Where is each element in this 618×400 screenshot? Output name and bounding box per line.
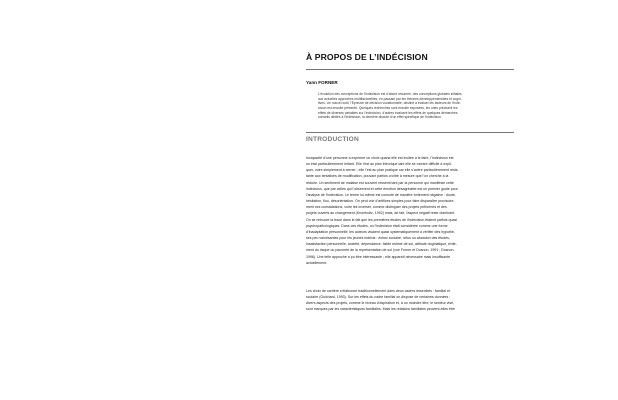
- paragraph-line: psychopathologiques. Dans ces études, où l’indécision était considérée comme une forme: [306, 223, 448, 228]
- paragraph-line: ment ces constatations, voire les inverser, comme distinguer des projets préformés et des: [306, 205, 447, 210]
- paragraph-line: indécision, que par celles qui l’observent et cette émotion désagréable est un premier guide pour: [306, 186, 458, 191]
- paragraph-line: scolaire (Guichard, 1993). Sur les effets du cadre familial on dispose de certaines données :: [306, 295, 451, 300]
- article-author: Yann FORNER: [306, 80, 338, 85]
- title-divider: [306, 69, 514, 70]
- paragraph-line: ses peu valorisantes pour les jeunes indécis : échec scolaire, refus ou abandon des études,: [306, 236, 450, 241]
- paragraph-line: d’inadaptation personnelle, les auteurs visaient quasi systématiquement à vérifier des hypothè-: [306, 229, 456, 234]
- paragraph-line: hésitation, flou, désorientation. On peut voir d’artifices simples pour faire disparaître provisoire-: [306, 199, 455, 204]
- section-heading-introduction: INTRODUCTION: [306, 136, 359, 143]
- paragraph-line: 1996). Une telle approche a pu être intéressante ; elle apparaît nécessaire mais insuffisante: [306, 254, 451, 259]
- paragraph-line: tante aux tentatives de modification, pouvant parfois croître à mesure que l’on cherche à la: [306, 174, 449, 179]
- paragraph-line: divers aspects des projets, comme le niveau d’aspiration et, à un moindre titre, le secteur visé,: [306, 301, 455, 306]
- paragraph-line: Incapacité d’une personne à exprimer un choix quand elle est incitée à le faire, l’indécision est: [306, 156, 454, 160]
- paragraph-line: actuellement.: [306, 260, 328, 265]
- abstract-line: cision est ensuite présenté. Quelques recherches sont ensuite exposées, les unes précisent les: [318, 105, 458, 110]
- abstract-line: aux actuelles approches multifactorielles, en passant par les théories développementales et cogni-: [318, 96, 462, 101]
- abstract-line: effets de diverses variables sur l’indécision, d’autres évaluent les effets de quelques démarches: [318, 110, 458, 115]
- abstract-line: conseils dédiés à l’indécision, la dernière discute d’un effet spécifique de l’indécision.: [318, 115, 442, 120]
- paragraph-line: quer, voire simplement à cerner ; elle l’est au plan pratique car elle s’avère particulièrement résis-: [306, 168, 459, 173]
- abstract-line: L’évolution des conceptions de l’indécision est d’abord résumée, des conceptions globales initiales: [318, 92, 462, 96]
- paragraph-2: [306, 288, 515, 313]
- paragraph-line: ment du risque ou pauvreté de la représentation de soi (voir Forner et Dosnon, 1991 ; Dosnon,: [306, 248, 455, 253]
- paragraph-line: projets ouverts au changement (Krumboltz, 1992) mais, de fait, l’aspect négatif reste dominant.: [306, 211, 456, 216]
- article-title: À PROPOS DE L’INDÉCISION: [306, 52, 428, 62]
- paragraph-line: l’analyse de l’indécision. Le terme lui-même est connoté de manière fortement négative : doute,: [306, 192, 456, 197]
- paragraph-line: insatisfaction personnelle, anxiété, dépendance, faible estime de soi, attitude dogmatique, évite-: [306, 242, 457, 247]
- paragraph-line: Les choix de carrière s’élaborent traditionnellement dans deux cadres essentiels : familial et: [306, 289, 450, 293]
- paragraph-line: sont marqués par les caractéristiques familiales. Mais les relations familiales peuvent-elles être: [306, 307, 456, 312]
- paragraph-line: réduire. Un sentiment de malaise est souvent ressenti tant par la personne qui manifeste cette: [306, 180, 454, 185]
- abstract-divider: [306, 132, 514, 133]
- paragraph-line: On se retrouve la trace dans le fait que les premières études de l’indécision étaient parfois quasi: [306, 217, 458, 222]
- abstract: [318, 92, 508, 120]
- paragraph-1: [306, 155, 515, 266]
- paragraph-line: un état particulièrement irritant. Elle l’est au plan théorique tant elle se montre difficile à expli-: [306, 162, 452, 167]
- abstract-line: tives. Un nouvel outil, l’Épreuve de décision vocationnelle, destiné à évaluer les facteurs de l’indé-: [318, 101, 461, 106]
